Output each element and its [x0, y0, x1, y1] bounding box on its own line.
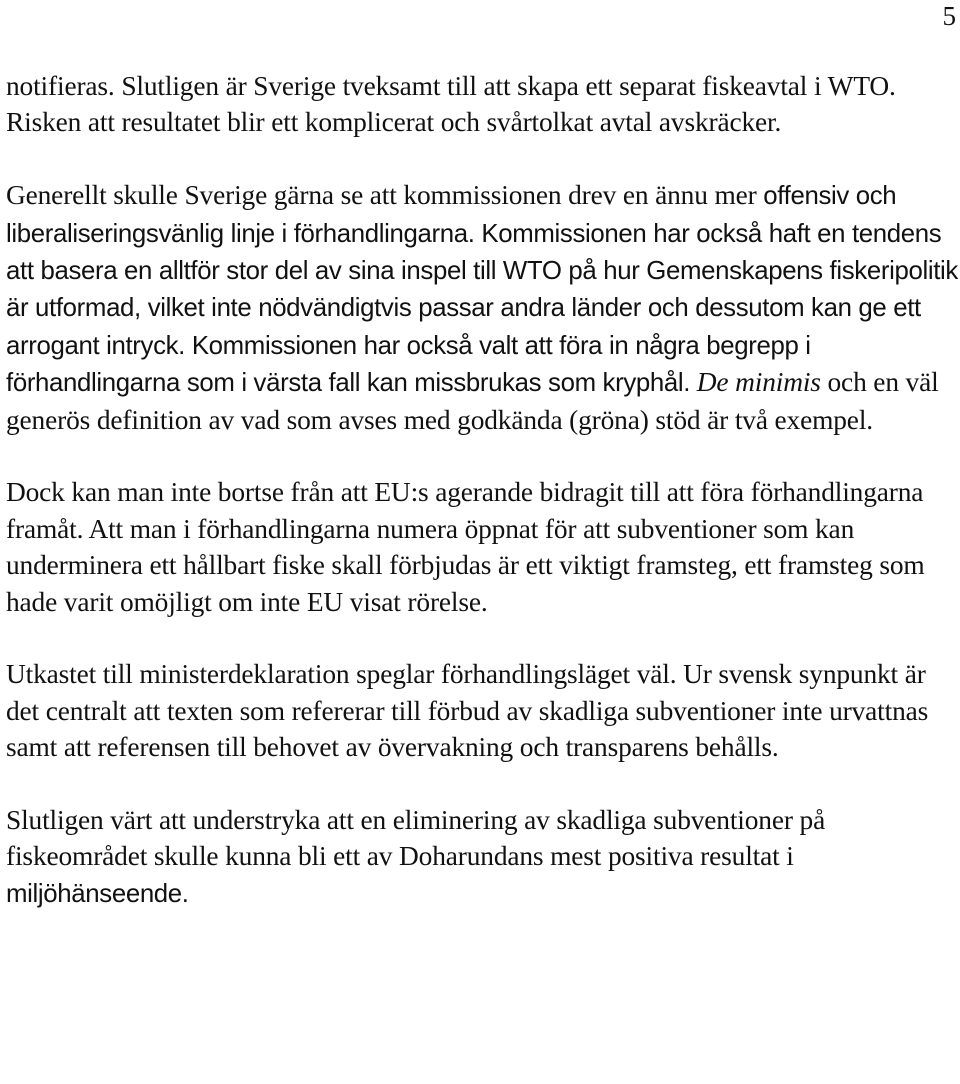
paragraph-5 [6, 802, 958, 912]
paragraph-5-text: Slutligen värt att understryka att en eliminering av skadliga subventioner på fiskeområdet skulle kunna bli ett av Doharundans mest positiva resultat i [6, 805, 826, 872]
paragraph-1-text: notifieras. Slutligen är Sverige tveksamt till att skapa ett separat fiskeavtal i WTO. Risken att resultatet blir ett komplicerat och svårtolkat avtal avskräcker. [6, 71, 896, 138]
paragraph-2-text-sans: offensiv och liberaliseringsvänlig linje i förhandlingarna. Kommissionen har också haft en tendens att basera en alltför stor del av sina inspel till WTO på hur Gemenskapens fiskeripolitik är utformad, vilket inte nödvändigtvis passar andra länder och dessutom kan ge ett arrogant intryck. Kommissionen har också valt att föra in några begrepp i förhandlingarna som i värsta fall kan missbrukas som kryphål. [6, 182, 958, 398]
paragraph-4 [6, 656, 958, 765]
paragraph-2-text-serif: Generellt skulle Sverige gärna se att kommissionen drev en ännu mer [6, 180, 757, 211]
paragraph-4-text: Utkastet till ministerdeklaration speglar förhandlingsläget väl. Ur svensk synpunkt är det centralt att texten som refererar till förbud av skadliga subventioner inte urvattnas samt att referensen till behovet av övervakning och transparens behålls. [6, 659, 929, 763]
paragraph-3-text: Dock kan man inte bortse från att EU:s agerande bidragit till att föra förhandlingarna framåt. Att man i förhandlingarna numera öppnat för att subventioner som kan underminera ett hållbart fiske skall förbjudas är ett viktigt framsteg, ett framsteg som hade varit omöjligt om inte EU visat rörelse. [6, 477, 925, 617]
paragraph-2-text-end: och en väl generös definition av vad som avses med godkända (gröna) stöd är två exempel. [6, 367, 939, 435]
paragraph-3 [6, 474, 958, 620]
paragraph-2-italic-term: De minimis [696, 367, 821, 398]
document-body [6, 68, 958, 912]
paragraph-1 [6, 68, 958, 141]
paragraph-5-text-end: miljöhänseende. [6, 879, 189, 908]
page-number: 5 [942, 1, 956, 31]
paragraph-2 [6, 177, 958, 438]
